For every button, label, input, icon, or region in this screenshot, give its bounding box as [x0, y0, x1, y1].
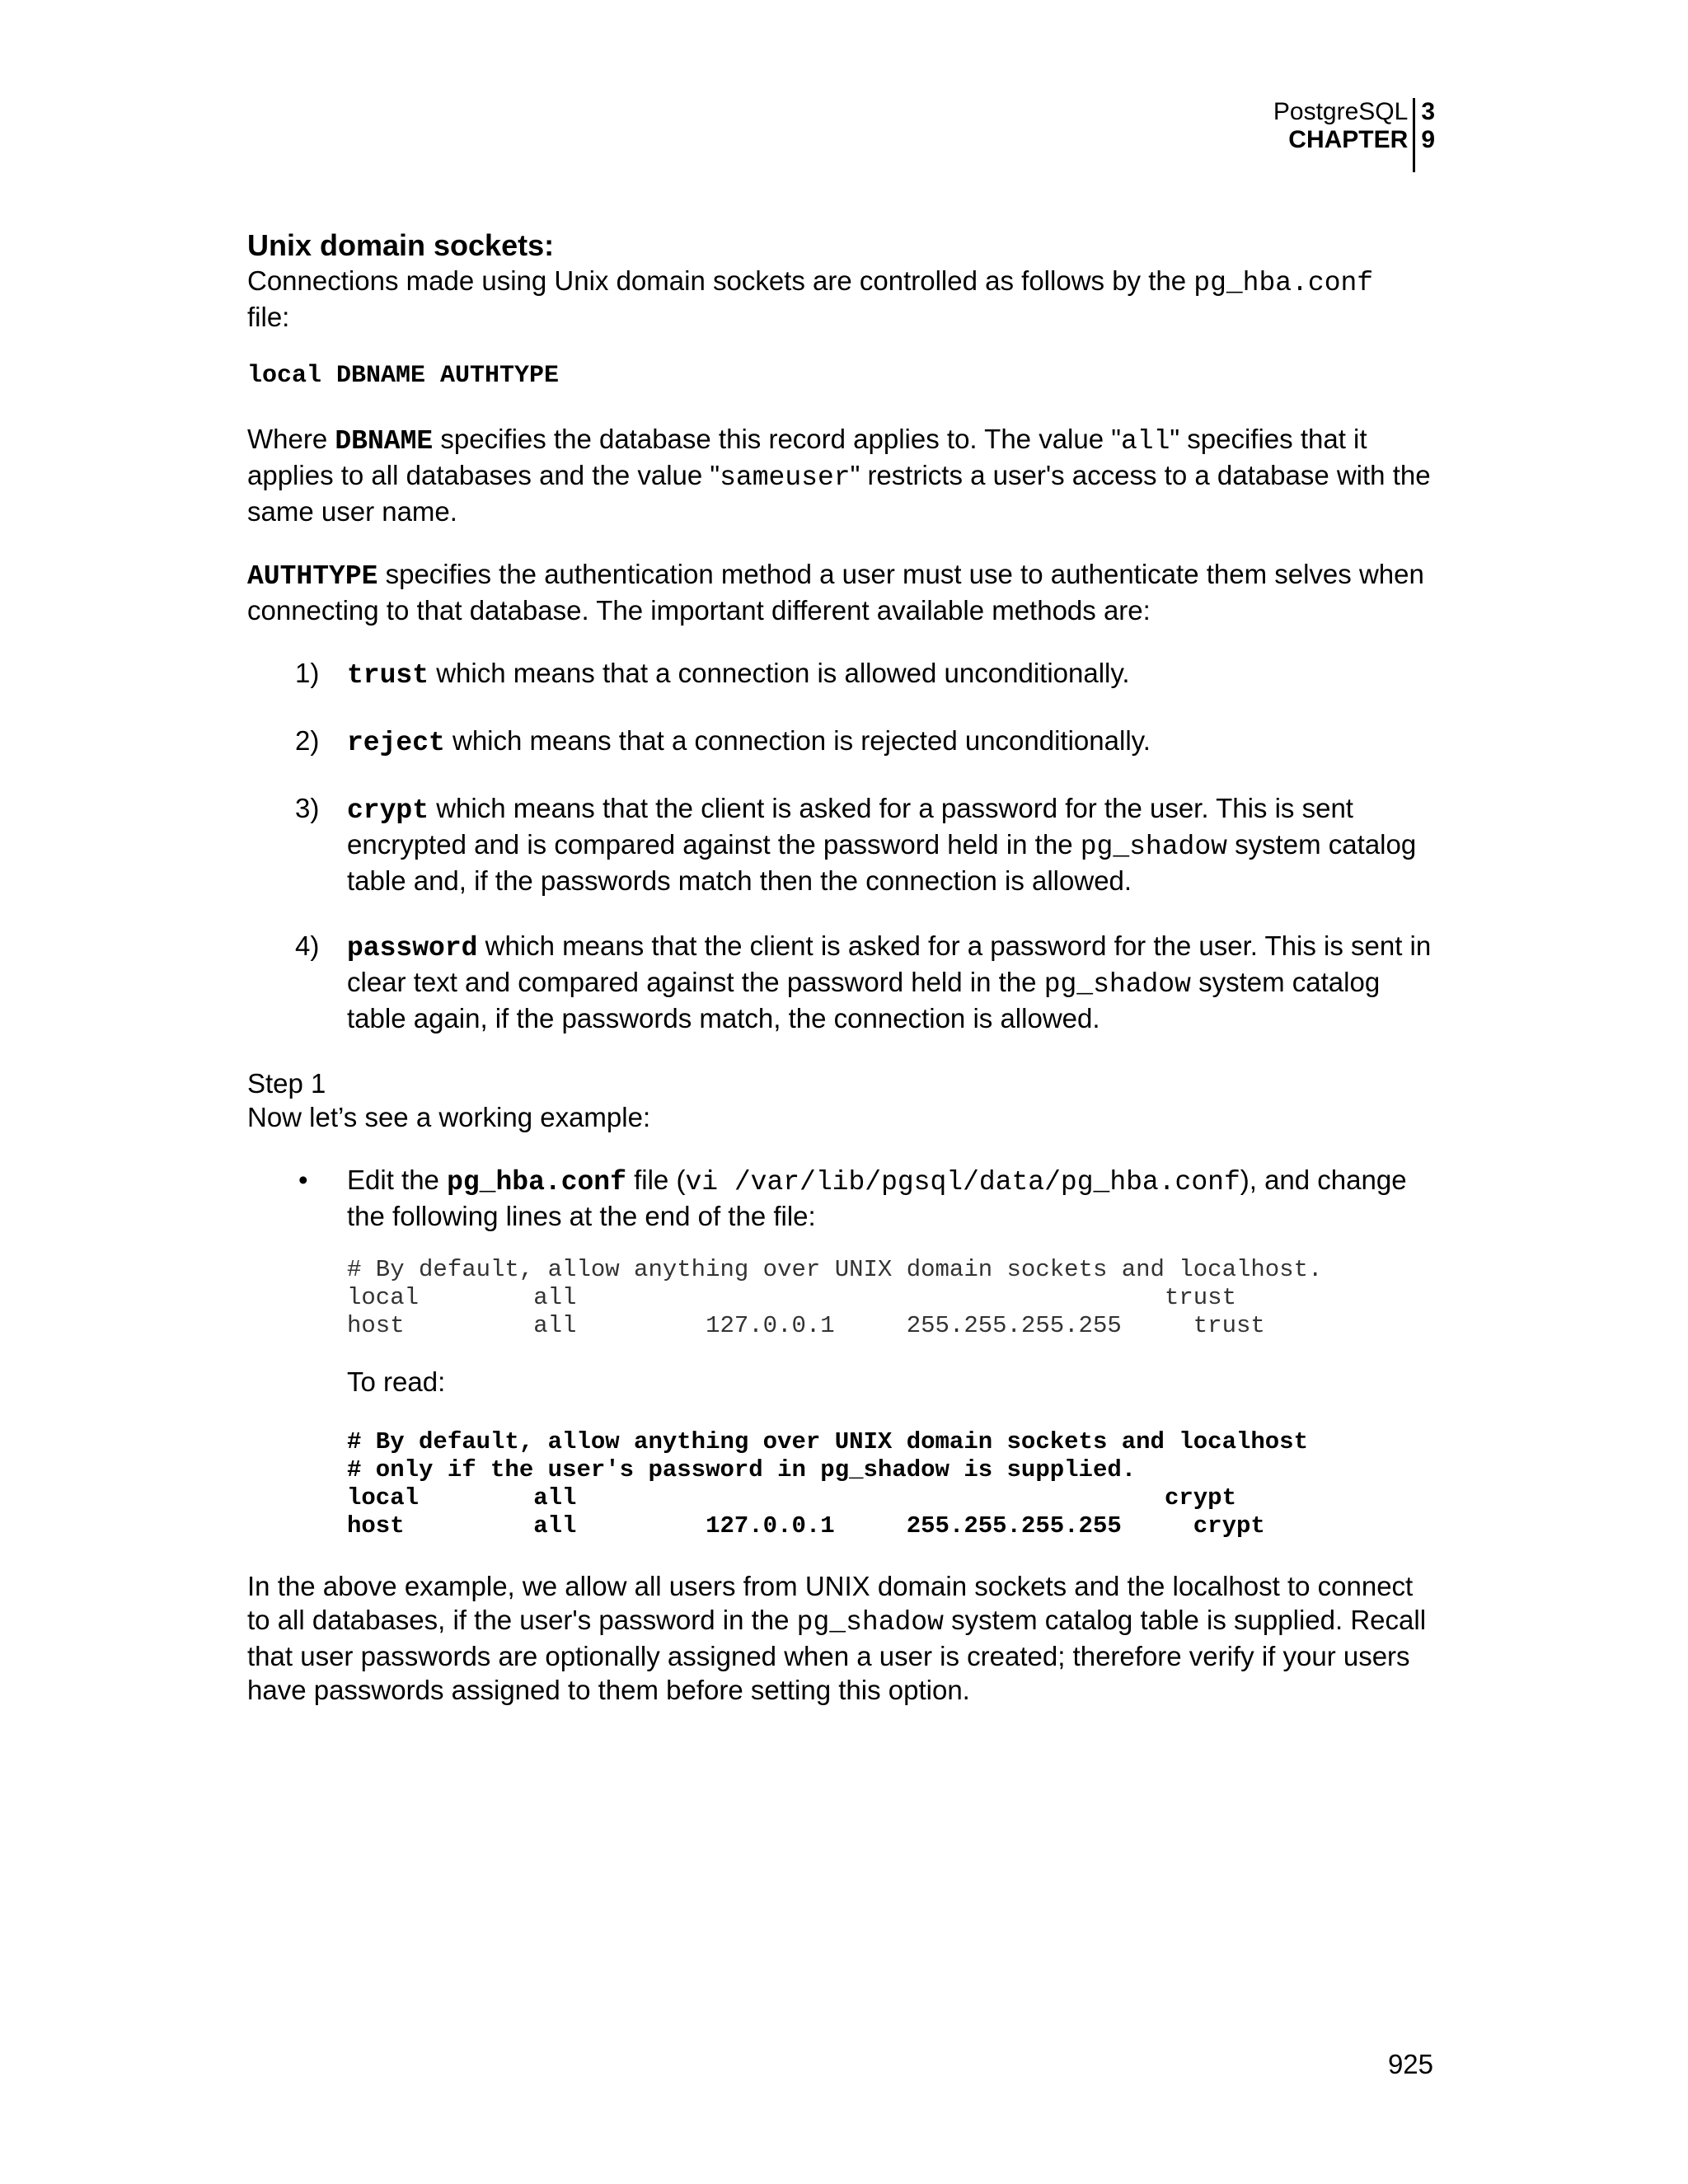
code-line: # By default, allow anything over UNIX domain sockets and localhost [347, 1428, 1308, 1455]
authtype-text: specifies the authentication method a user must use to authenticate them selves when connecting to that database. The important different available methods are: [247, 559, 1424, 626]
chapter-label: CHAPTER [1288, 126, 1409, 153]
authtype-paragraph [247, 557, 1442, 627]
dbname-text-2: specifies the database this record applies to. The value " [433, 424, 1121, 454]
method-text: system catalog table and, if the passwords match then the connection is allowed. [347, 829, 1417, 896]
chapter-number-digit-1: 3 [1421, 98, 1435, 125]
step-label: Step 1 [247, 1068, 326, 1099]
all-value: all [1120, 426, 1170, 457]
list-item [247, 929, 1442, 1035]
list-item [247, 791, 1442, 898]
list-number: 4) [295, 930, 320, 961]
methods-list [247, 656, 1442, 1035]
dbname-paragraph [247, 422, 1442, 528]
bullet-item [247, 1163, 1442, 1233]
code-line: host all 127.0.0.1 255.255.255.255 trust [347, 1312, 1265, 1339]
edit-text-1: Edit the [347, 1165, 448, 1195]
list-number: 1) [295, 658, 320, 688]
code-line: local all crypt [347, 1484, 1236, 1511]
step-intro: Now let’s see a working example: [247, 1102, 651, 1132]
method-keyword: password [347, 933, 478, 963]
to-read-label: To read: [347, 1366, 446, 1397]
intro-text: Connections made using Unix domain sockets are controlled as follows by the [247, 265, 1194, 296]
header-labels [1273, 98, 1413, 172]
code-line: local all trust [347, 1284, 1236, 1311]
authtype-keyword: AUTHTYPE [247, 561, 378, 592]
dbname-text-1: Where [247, 424, 335, 454]
book-title: PostgreSQL [1273, 98, 1409, 125]
edit-command: vi /var/lib/pgsql/data/pg_hba.conf [685, 1167, 1240, 1197]
method-keyword: reject [347, 728, 445, 758]
edit-text-2: file ( [626, 1165, 686, 1195]
pg-shadow-code: pg_shadow [1080, 832, 1227, 862]
dbname-keyword: DBNAME [335, 426, 434, 457]
section-heading: Unix domain sockets: [247, 228, 555, 262]
edit-text-3: ), and change the following lines at the end of the file: [347, 1165, 1407, 1231]
sameuser-value: sameuser [720, 462, 851, 493]
list-item [247, 724, 1442, 760]
chapter-number [1413, 98, 1435, 172]
page-number: 925 [1387, 2049, 1433, 2079]
method-keyword: trust [347, 660, 429, 691]
method-text: which means that a connection is rejected unconditionally. [444, 725, 1151, 756]
dbname-text-4: " restricts a user's access to a database with the same user name. [247, 460, 1431, 527]
code-line: # By default, allow anything over UNIX domain sockets and localhost. [347, 1256, 1323, 1283]
intro-code: pg_hba.conf [1193, 268, 1374, 298]
syntax-line: local DBNAME AUTHTYPE [247, 362, 560, 390]
code-line: # only if the user's password in pg_shadow is supplied. [347, 1456, 1137, 1483]
method-text: system catalog table again, if the passwords match, the connection is allowed. [347, 967, 1381, 1033]
intro-text-end: file: [247, 302, 290, 332]
method-text: which means that a connection is allowed unconditionally. [429, 658, 1130, 688]
config-before-block [247, 1256, 1442, 1340]
method-text: which means that the client is asked for a password for the user. This is sent encrypted and is compared against the password held in the [347, 793, 1353, 860]
closing-text-1: In the above example, we allow all users from UNIX domain sockets and the localhost to connect to all databases, if the user's password in the [247, 1571, 1414, 1635]
chapter-number-digit-2: 9 [1421, 126, 1435, 153]
main-content [247, 227, 1442, 1707]
list-number: 2) [295, 725, 320, 756]
method-text: which means that the client is asked for a password for the user. This is sent in clear text and compared against the password held in the [347, 930, 1432, 997]
pg-shadow-code: pg_shadow [1043, 969, 1191, 1000]
bullet-icon: • [298, 1165, 308, 1195]
config-after-block [247, 1428, 1442, 1540]
closing-text-2: system catalog table is supplied. Recall that user passwords are optionally assigned when a user is created; therefore verify if your users have passwords assigned to them before setting this option. [247, 1605, 1427, 1705]
edit-file: pg_hba.conf [447, 1167, 626, 1197]
closing-paragraph [247, 1569, 1442, 1707]
running-header [1273, 98, 1435, 172]
list-item [247, 656, 1442, 692]
list-number: 3) [295, 793, 320, 823]
code-line: host all 127.0.0.1 255.255.255.255 crypt [347, 1512, 1265, 1540]
intro-paragraph [247, 264, 1442, 334]
method-keyword: crypt [347, 795, 429, 826]
pg-shadow-code: pg_shadow [796, 1607, 944, 1638]
dbname-text-3: " specifies that it applies to all databases and the value " [247, 424, 1367, 490]
